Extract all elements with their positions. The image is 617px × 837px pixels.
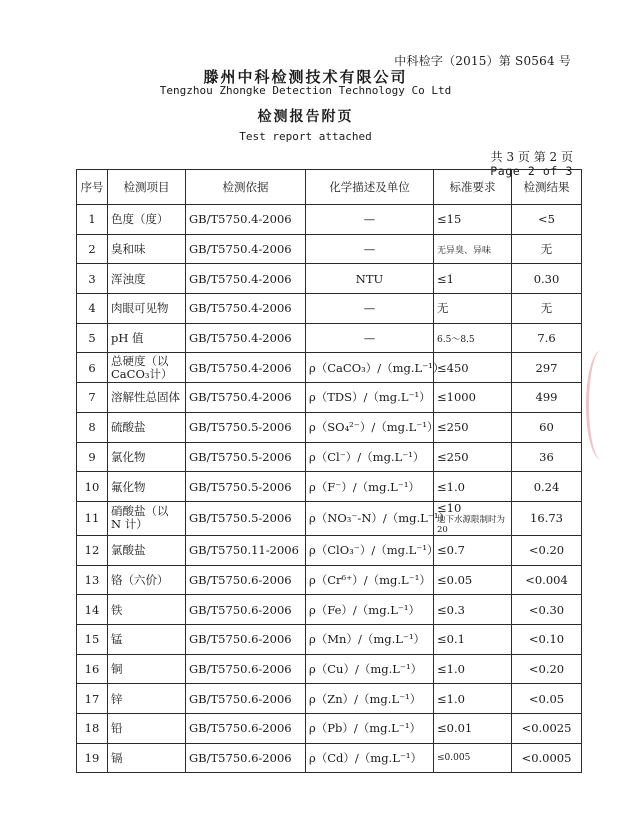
chemical-unit: ρ（SO₄²⁻）/（mg.L⁻¹） xyxy=(306,412,434,442)
test-result: <0.20 xyxy=(512,535,582,565)
table-row xyxy=(77,472,582,502)
test-basis: GB/T5750.6-2006 xyxy=(186,595,306,625)
chemical-unit: ρ（Cl⁻）/（mg.L⁻¹） xyxy=(306,442,434,472)
table-row xyxy=(77,353,582,383)
page-indicator-cn: 共 3 页 第 2 页 xyxy=(490,150,573,164)
test-basis: GB/T5750.5-2006 xyxy=(186,501,306,535)
test-result: <5 xyxy=(512,205,582,235)
standard-limit: ≤0.005 xyxy=(434,743,512,773)
table-row xyxy=(77,684,582,714)
chemical-unit: — xyxy=(306,205,434,235)
test-result: 36 xyxy=(512,442,582,472)
item-name: 色度（度） xyxy=(108,205,186,235)
test-basis: GB/T5750.4-2006 xyxy=(186,323,306,353)
chemical-unit: ρ（Fe）/（mg.L⁻¹） xyxy=(306,595,434,625)
row-number: 10 xyxy=(77,472,108,502)
item-name: 铅 xyxy=(108,714,186,744)
test-basis: GB/T5750.6-2006 xyxy=(186,714,306,744)
item-name: 臭和味 xyxy=(108,234,186,264)
row-number: 17 xyxy=(77,684,108,714)
standard-limit: ≤1000 xyxy=(434,383,512,413)
row-number: 5 xyxy=(77,323,108,353)
chemical-unit: ρ（Mn）/（mg.L⁻¹） xyxy=(306,624,434,654)
item-name: 硫酸盐 xyxy=(108,412,186,442)
standard-limit: ≤250 xyxy=(434,442,512,472)
item-name: 锌 xyxy=(108,684,186,714)
row-number: 4 xyxy=(77,294,108,324)
chemical-unit: ρ（Cu）/（mg.L⁻¹） xyxy=(306,654,434,684)
page-indicator-en: Page 2 of 3 xyxy=(490,164,573,178)
standard-limit: 无 xyxy=(434,294,512,324)
test-basis: GB/T5750.5-2006 xyxy=(186,472,306,502)
row-number: 15 xyxy=(77,624,108,654)
table-row xyxy=(77,654,582,684)
test-result: <0.004 xyxy=(512,565,582,595)
standard-limit: ≤0.05 xyxy=(434,565,512,595)
standard-limit: ≤0.01 xyxy=(434,714,512,744)
chemical-unit: ρ（Zn）/（mg.L⁻¹） xyxy=(306,684,434,714)
standard-limit: ≤250 xyxy=(434,412,512,442)
row-number: 8 xyxy=(77,412,108,442)
row-number: 11 xyxy=(77,501,108,535)
table-row xyxy=(77,442,582,472)
item-name: pH 值 xyxy=(108,323,186,353)
item-name: 氟化物 xyxy=(108,472,186,502)
row-number: 2 xyxy=(77,234,108,264)
item-name: 铜 xyxy=(108,654,186,684)
item-name: 氯化物 xyxy=(108,442,186,472)
test-basis: GB/T5750.4-2006 xyxy=(186,353,306,383)
item-name: 铁 xyxy=(108,595,186,625)
test-result: 16.73 xyxy=(512,501,582,535)
test-result: 297 xyxy=(512,353,582,383)
row-number: 9 xyxy=(77,442,108,472)
test-result: <0.0005 xyxy=(512,743,582,773)
chemical-unit: NTU xyxy=(306,264,434,294)
report-title-en: Test report attached xyxy=(239,130,372,143)
header-basis: 检测依据 xyxy=(186,170,306,205)
test-basis: GB/T5750.4-2006 xyxy=(186,234,306,264)
row-number: 16 xyxy=(77,654,108,684)
header-limit: 标准要求 xyxy=(434,170,512,205)
test-result: 499 xyxy=(512,383,582,413)
header-chem: 化学描述及单位 xyxy=(306,170,434,205)
table-row xyxy=(77,294,582,324)
chemical-unit: ρ（NO₃⁻-N）/（mg.L⁻¹） xyxy=(306,501,434,535)
limit-value: ≤10 xyxy=(437,500,462,515)
certificate-number: 中科检字（2015）第 S0564 号 xyxy=(394,54,571,68)
standard-limit: ≤0.3 xyxy=(434,595,512,625)
table-row xyxy=(77,383,582,413)
item-name: 总硬度（以 CaCO₃计） xyxy=(108,353,186,383)
chemical-unit: — xyxy=(306,234,434,264)
chemical-unit: ρ（Pb）/（mg.L⁻¹） xyxy=(306,714,434,744)
chemical-unit: ρ（Cr⁶⁺）/（mg.L⁻¹） xyxy=(306,565,434,595)
table-row xyxy=(77,535,582,565)
company-name-cn: 滕州中科检测技术有限公司 xyxy=(203,68,408,86)
table-row xyxy=(77,412,582,442)
table-row xyxy=(77,323,582,353)
row-number: 13 xyxy=(77,565,108,595)
chemical-unit: ρ（F⁻）/（mg.L⁻¹） xyxy=(306,472,434,502)
table-row xyxy=(77,264,582,294)
test-basis: GB/T5750.6-2006 xyxy=(186,565,306,595)
standard-limit: 无异臭、异味 xyxy=(434,234,512,264)
item-name: 锰 xyxy=(108,624,186,654)
test-basis: GB/T5750.4-2006 xyxy=(186,383,306,413)
test-basis: GB/T5750.4-2006 xyxy=(186,294,306,324)
chemical-unit: — xyxy=(306,323,434,353)
standard-limit: ≤0.7 xyxy=(434,535,512,565)
test-basis: GB/T5750.5-2006 xyxy=(186,412,306,442)
standard-limit: 6.5～8.5 xyxy=(434,323,512,353)
item-name: 氯酸盐 xyxy=(108,535,186,565)
standard-limit: ≤1.0 xyxy=(434,472,512,502)
table-header-row xyxy=(77,170,582,205)
item-name: 硝酸盐（以 N 计） xyxy=(108,501,186,535)
test-result: 0.24 xyxy=(512,472,582,502)
item-name: 镉 xyxy=(108,743,186,773)
table-row xyxy=(77,624,582,654)
item-name: 浑浊度 xyxy=(108,264,186,294)
seal-stamp-fragment xyxy=(586,350,617,460)
table-row xyxy=(77,743,582,773)
chemical-unit: ρ（TDS）/（mg.L⁻¹） xyxy=(306,383,434,413)
standard-limit: ≤450 xyxy=(434,353,512,383)
table-row xyxy=(77,234,582,264)
table-row xyxy=(77,595,582,625)
test-basis: GB/T5750.6-2006 xyxy=(186,654,306,684)
test-basis: GB/T5750.4-2006 xyxy=(186,205,306,235)
test-result: 0.30 xyxy=(512,264,582,294)
test-basis: GB/T5750.11-2006 xyxy=(186,535,306,565)
header-no: 序号 xyxy=(77,170,108,205)
limit-note: 地下水源限制时为 20 xyxy=(437,514,506,535)
test-basis: GB/T5750.6-2006 xyxy=(186,624,306,654)
test-result: 60 xyxy=(512,412,582,442)
row-number: 12 xyxy=(77,535,108,565)
test-result: <0.05 xyxy=(512,684,582,714)
standard-limit: ≤0.1 xyxy=(434,624,512,654)
report-title-cn: 检测报告附页 xyxy=(257,109,354,125)
table-row xyxy=(77,565,582,595)
company-name-en: Tengzhou Zhongke Detection Technology Co Ltd xyxy=(159,84,452,97)
test-basis: GB/T5750.6-2006 xyxy=(186,684,306,714)
test-basis: GB/T5750.6-2006 xyxy=(186,743,306,773)
header-result: 检测结果 xyxy=(512,170,582,205)
row-number: 3 xyxy=(77,264,108,294)
test-result: 无 xyxy=(512,234,582,264)
item-name: 肉眼可见物 xyxy=(108,294,186,324)
standard-limit: ≤1.0 xyxy=(434,684,512,714)
table-row xyxy=(77,205,582,235)
standard-limit: ≤1.0 xyxy=(434,654,512,684)
test-result: 无 xyxy=(512,294,582,324)
header-item: 检测项目 xyxy=(108,170,186,205)
test-results-table xyxy=(76,169,582,773)
item-name: 溶解性总固体 xyxy=(108,383,186,413)
chemical-unit: ρ（ClO₃⁻）/（mg.L⁻¹） xyxy=(306,535,434,565)
standard-limit: ≤15 xyxy=(434,205,512,235)
row-number: 7 xyxy=(77,383,108,413)
chemical-unit: — xyxy=(306,294,434,324)
item-name: 铬（六价） xyxy=(108,565,186,595)
row-number: 18 xyxy=(77,714,108,744)
test-basis: GB/T5750.4-2006 xyxy=(186,264,306,294)
row-number: 19 xyxy=(77,743,108,773)
test-result: <0.20 xyxy=(512,654,582,684)
chemical-unit: ρ（CaCO₃）/（mg.L⁻¹） xyxy=(306,353,434,383)
test-result: <0.30 xyxy=(512,595,582,625)
row-number: 14 xyxy=(77,595,108,625)
test-result: <0.0025 xyxy=(512,714,582,744)
standard-limit xyxy=(434,501,512,535)
chemical-unit: ρ（Cd）/（mg.L⁻¹） xyxy=(306,743,434,773)
test-result: 7.6 xyxy=(512,323,582,353)
row-number: 1 xyxy=(77,205,108,235)
standard-limit: ≤1 xyxy=(434,264,512,294)
test-result: <0.10 xyxy=(512,624,582,654)
table-row xyxy=(77,501,582,535)
test-basis: GB/T5750.5-2006 xyxy=(186,442,306,472)
table-row xyxy=(77,714,582,744)
row-number: 6 xyxy=(77,353,108,383)
